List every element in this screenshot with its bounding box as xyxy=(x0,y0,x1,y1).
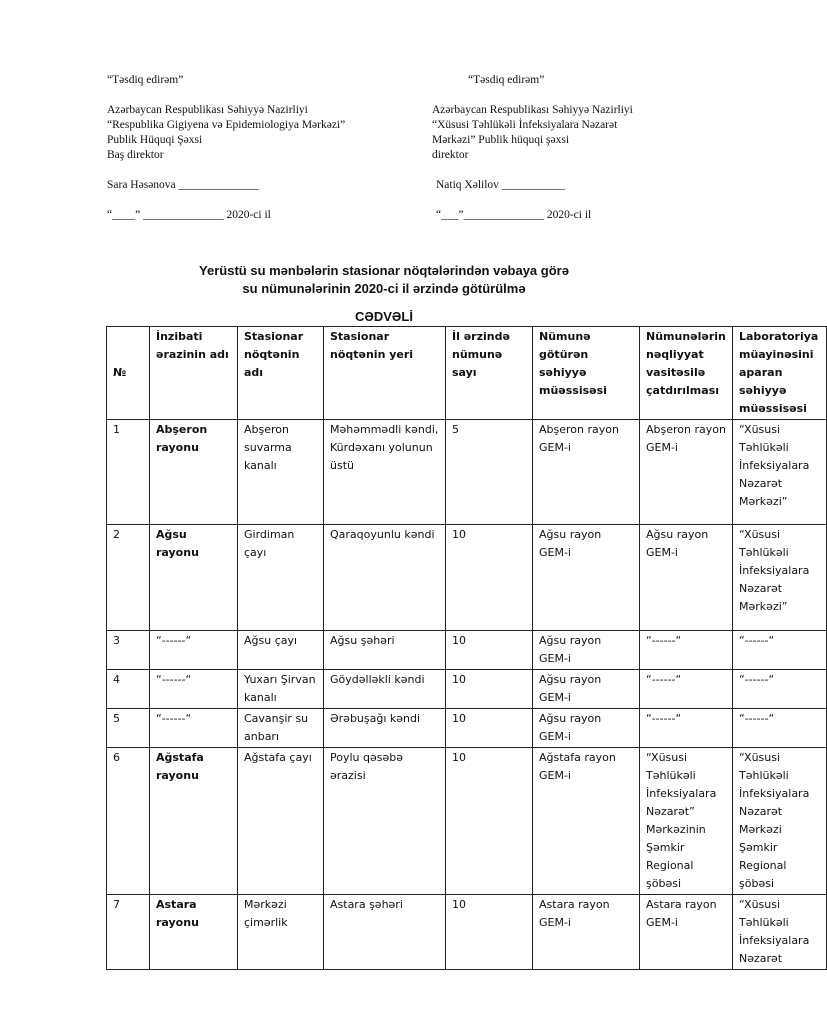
table-cell: Astara rayon GEM-i xyxy=(533,895,640,970)
table-cell: 10 xyxy=(446,525,533,631)
table-cell: “------“ xyxy=(733,670,827,709)
table-cell: “Xüsusi Təhlükəli İnfeksiyalara Nəzarət” Mərkəzinin Şəmkir Regional şöbəsi xyxy=(640,748,733,895)
table-cell: “------“ xyxy=(640,631,733,670)
schedule-table-container xyxy=(106,326,819,1024)
table-cell: Ağsu rayonu xyxy=(150,525,238,631)
table-cell: 10 xyxy=(446,895,533,970)
table-cell: 3 xyxy=(107,631,150,670)
table-cell: Poylu qəsəbə ərazisi xyxy=(324,748,446,895)
table-row xyxy=(107,709,827,748)
table-cell: Qaraqoyunlu kəndi xyxy=(324,525,446,631)
organization-line: Azərbaycan Respublikası Səhiyyə Nazirliyi xyxy=(107,104,308,116)
table-cell: Ağstafa rayonu xyxy=(150,748,238,895)
table-cell: 2 xyxy=(107,525,150,631)
organization-line: Publik Hüquqi Şəxsi xyxy=(107,134,203,146)
date-line: “___”______________ 2020-ci il xyxy=(436,209,592,221)
table-cell: “------“ xyxy=(150,670,238,709)
table-cell: Cavanşir su anbarı xyxy=(238,709,324,748)
table-row xyxy=(107,748,827,895)
table-cell: Ağsu rayon GEM-i xyxy=(533,670,640,709)
approval-heading: “Təsdiq edirəm” xyxy=(107,74,184,86)
approval-block-right xyxy=(432,73,633,223)
document-title xyxy=(0,262,768,298)
table-cell: Göydəlləkli kəndi xyxy=(324,670,446,709)
table-cell: 5 xyxy=(107,709,150,748)
table-cell: “------“ xyxy=(640,709,733,748)
table-cell: 10 xyxy=(446,631,533,670)
table-cell: 10 xyxy=(446,709,533,748)
header-cell: Nümunə götürən səhiyyə müəssisəsi xyxy=(533,327,640,420)
title-line: Yerüstü su mənbələrin stasionar nöqtələrindən vəbaya görə xyxy=(199,263,569,278)
table-cell: 7 xyxy=(107,895,150,970)
signature-line: Natiq Xəlilov ___________ xyxy=(436,179,566,191)
approval-block-left xyxy=(107,73,345,223)
table-cell: Girdiman çayı xyxy=(238,525,324,631)
table-cell: “------“ xyxy=(640,670,733,709)
header-cell: İl ərzində nümunə sayı xyxy=(446,327,533,420)
table-cell: Məhəmmədli kəndi, Kürdəxanı yolunun üstü xyxy=(324,420,446,525)
table-cell: “Xüsusi Təhlükəli İnfeksiyalara Nəzarət xyxy=(733,895,827,970)
organization-line: Mərkəzi” Publik hüquqi şəxsi xyxy=(432,134,570,146)
schedule-table xyxy=(106,326,827,970)
table-cell: Abşeron suvarma kanalı xyxy=(238,420,324,525)
table-cell: Ağstafa rayon GEM-i xyxy=(533,748,640,895)
table-cell: 6 xyxy=(107,748,150,895)
table-cell: 10 xyxy=(446,670,533,709)
table-cell: Ağsu rayon GEM-i xyxy=(533,631,640,670)
table-cell: Ağsu şəhəri xyxy=(324,631,446,670)
position-line: Baş direktor xyxy=(107,149,164,161)
table-title: CƏDVƏLİ xyxy=(355,309,413,324)
table-cell: 4 xyxy=(107,670,150,709)
table-cell: “------“ xyxy=(150,631,238,670)
table-cell: Ağsu rayon GEM-i xyxy=(533,709,640,748)
table-cell: Ağstafa çayı xyxy=(238,748,324,895)
approval-heading: “Təsdiq edirəm” xyxy=(468,74,545,86)
table-cell: Yuxarı Şirvan kanalı xyxy=(238,670,324,709)
date-line: “____” ______________ 2020-ci il xyxy=(107,209,271,221)
header-cell: Laboratoriya müayinəsini aparan səhiyyə müəssisəsi xyxy=(733,327,827,420)
header-cell: Stasionar nöqtənin yeri xyxy=(324,327,446,420)
organization-line: “Respublika Gigiyena və Epidemiologiya Mərkəzi” xyxy=(107,119,346,131)
table-cell: “Xüsusi Təhlükəli İnfeksiyalara Nəzarət Mərkəzi” xyxy=(733,420,827,525)
table-row xyxy=(107,670,827,709)
table-cell: Abşeron rayonu xyxy=(150,420,238,525)
table-cell: “------“ xyxy=(733,709,827,748)
position-line: direktor xyxy=(432,149,469,161)
table-cell: 1 xyxy=(107,420,150,525)
table-cell: Astara rayon GEM-i xyxy=(640,895,733,970)
table-row xyxy=(107,420,827,525)
header-cell: Nümunələrin nəqliyyat vasitəsilə çatdırılması xyxy=(640,327,733,420)
table-cell: “Xüsusi Təhlükəli İnfeksiyalara Nəzarət Mərkəzi Şəmkir Regional şöbəsi xyxy=(733,748,827,895)
table-row xyxy=(107,525,827,631)
table-row xyxy=(107,895,827,970)
signature-line: Sara Həsənova ______________ xyxy=(107,179,260,191)
table-cell: Ağsu çayı xyxy=(238,631,324,670)
title-line: su nümunələrinin 2020-ci il ərzində götürülmə xyxy=(242,281,526,296)
table-row xyxy=(107,631,827,670)
table-cell: Astara rayonu xyxy=(150,895,238,970)
table-cell: 10 xyxy=(446,748,533,895)
organization-line: Azərbaycan Respublikası Səhiyyə Nazirliyi xyxy=(432,104,633,116)
organization-line: “Xüsusi Təhlükəli İnfeksiyalara Nəzarət xyxy=(432,119,618,131)
table-header-row xyxy=(107,327,827,420)
table-cell: Mərkəzi çimərlik xyxy=(238,895,324,970)
header-cell: № xyxy=(107,327,150,420)
table-cell: Ağsu rayon GEM-i xyxy=(533,525,640,631)
table-cell: “Xüsusi Təhlükəli İnfeksiyalara Nəzarət Mərkəzi” xyxy=(733,525,827,631)
table-cell: Abşeron rayon GEM-i xyxy=(533,420,640,525)
table-cell: “------“ xyxy=(150,709,238,748)
table-cell: Ağsu rayon GEM-i xyxy=(640,525,733,631)
table-cell: Ərəbuşağı kəndi xyxy=(324,709,446,748)
table-cell: “------“ xyxy=(733,631,827,670)
header-cell: Stasionar nöqtənin adı xyxy=(238,327,324,420)
table-cell: Astara şəhəri xyxy=(324,895,446,970)
table-cell: 5 xyxy=(446,420,533,525)
header-cell: İnzibati ərazinin adı xyxy=(150,327,238,420)
table-cell: Abşeron rayon GEM-i xyxy=(640,420,733,525)
